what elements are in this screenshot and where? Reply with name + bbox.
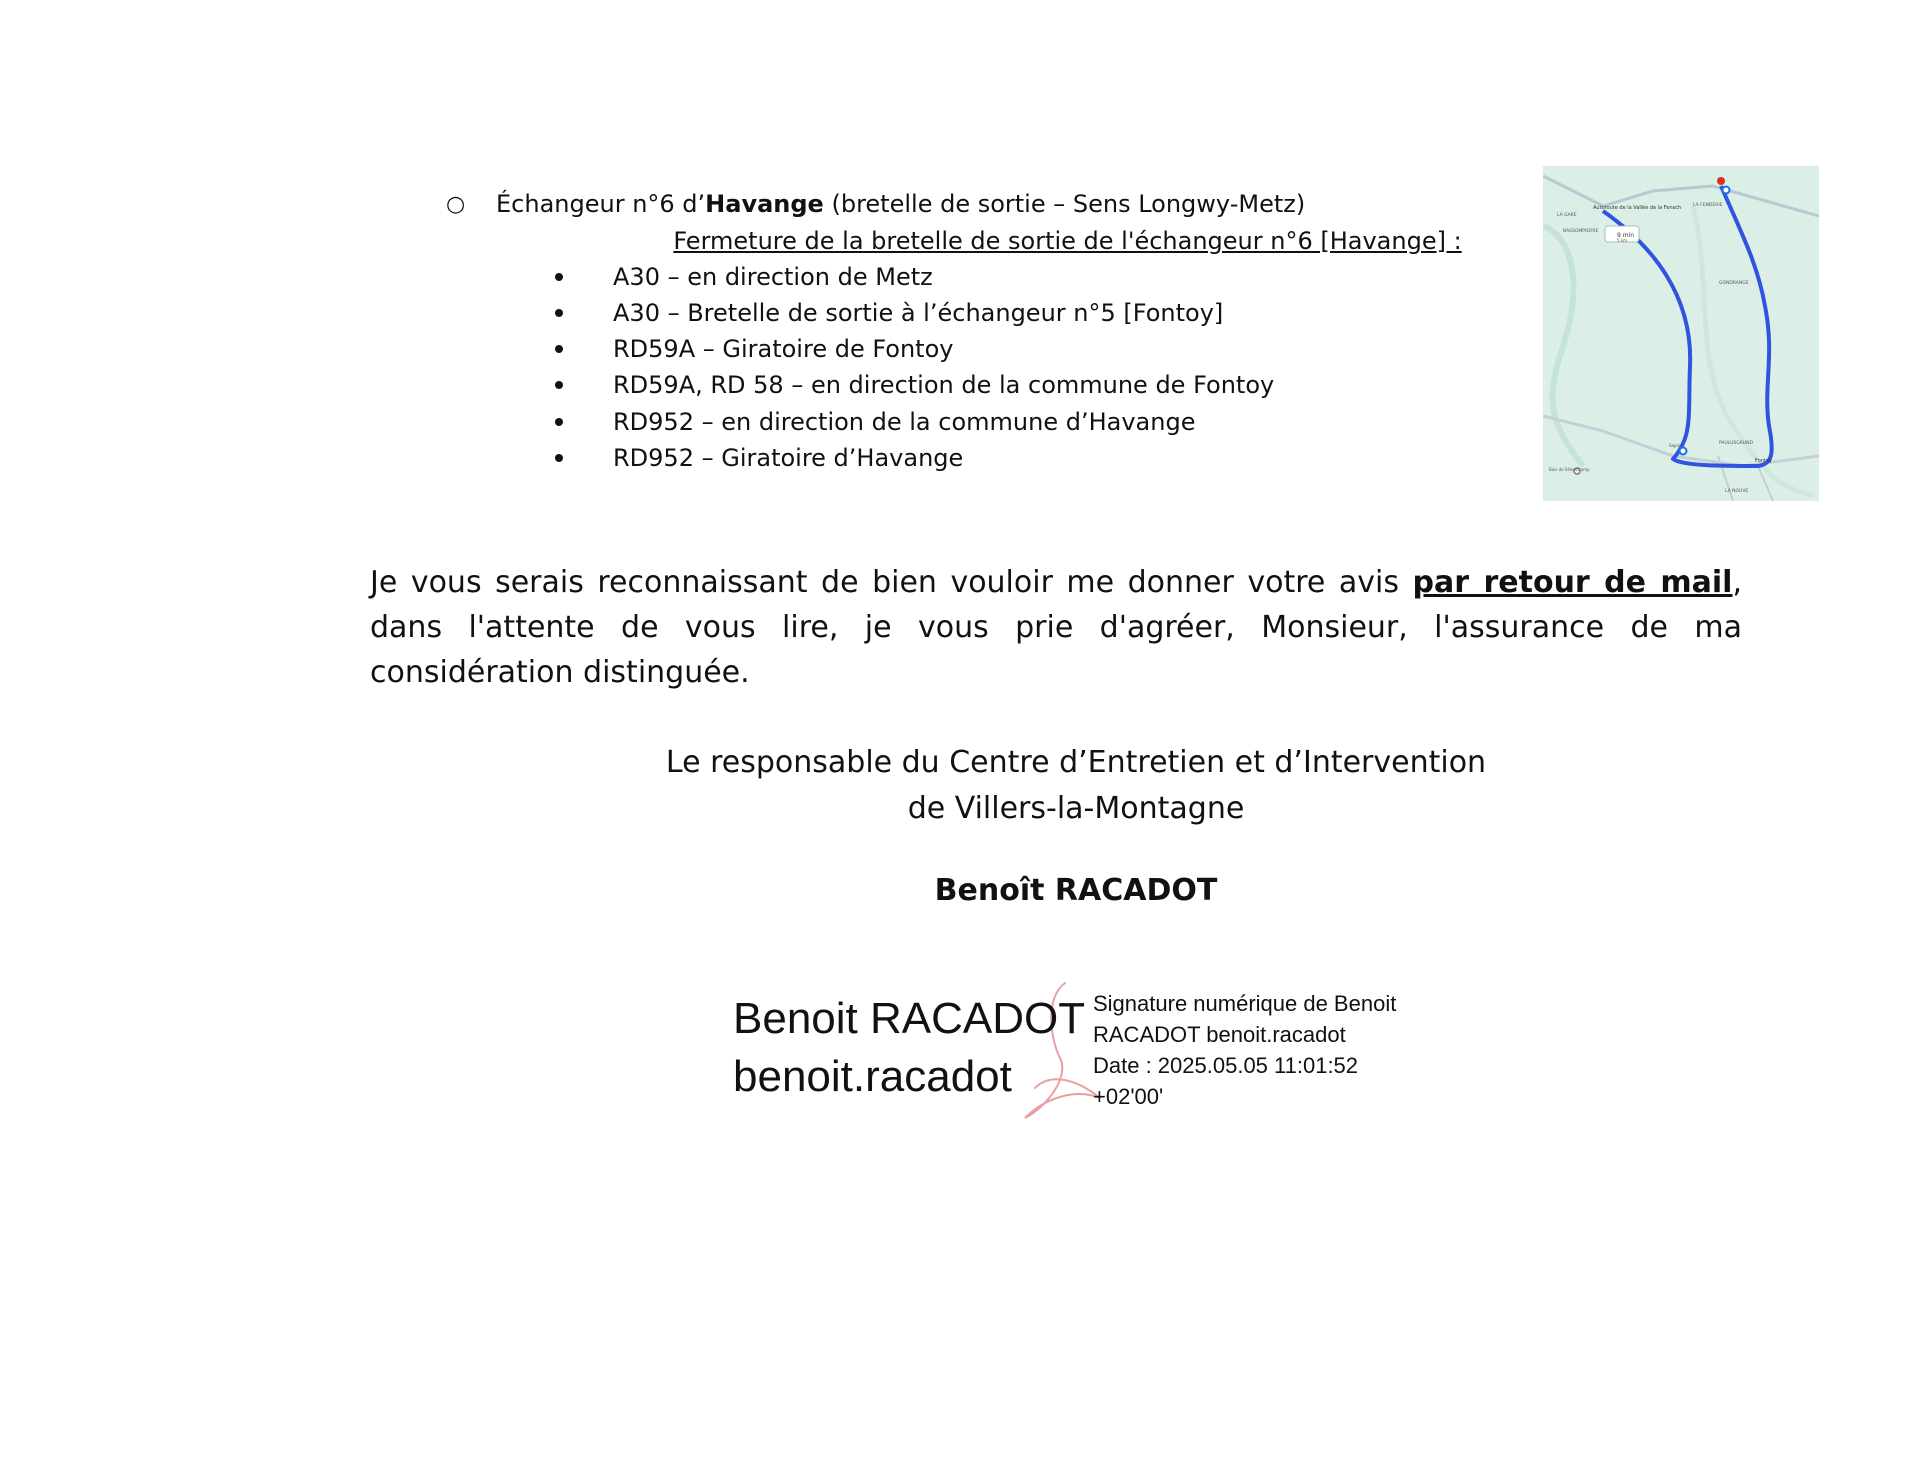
digital-signature-date: Date : 2025.05.05 11:01:52 [1093,1053,1359,1078]
bullet-icon [555,418,563,426]
list-item-text: A30 – Bretelle de sortie à l’échangeur n°5 [Fontoy] [613,299,1224,327]
map-label: LA NOUVE [1725,489,1749,494]
travel-time-text: 9 min [1617,232,1635,239]
signer-role-line: Le responsable du Centre d’Entretien et d’Intervention [665,745,1487,780]
digital-signature-id: benoit.racadot [733,1052,1012,1101]
digital-signature-info: RACADOT benoit.racadot [1093,1022,1346,1047]
list-item-text: RD59A – Giratoire de Fontoy [613,335,954,363]
list-item-text: RD952 – Giratoire d’Havange [613,444,964,472]
bullet-icon [555,454,563,462]
interchange-name: Havange [705,190,824,218]
map-label: LA GARE [1557,213,1577,218]
closing-paragraph [370,560,1742,695]
interchange-prefix: Échangeur n°6 d’ [496,190,706,218]
detour-map [1543,166,1819,501]
digital-signature-info: Signature numérique de Benoit [1093,991,1397,1016]
destination-marker-icon [1717,177,1725,185]
travel-distance-text: 5 km [1617,238,1628,243]
bullet-icon [555,345,563,353]
interchange-suffix: (bretelle de sortie – Sens Longwy-Metz) [823,190,1306,218]
map-label: Autoroute de la Vallée de la Fensch [1593,205,1682,211]
map-label: GONDRANGE [1719,281,1749,286]
closure-title: Fermeture de la bretelle de sortie de l'échangeur n°6 [Havange] : [673,227,1462,255]
bullet-icon [555,381,563,389]
paragraph-text: , dans l'attente de vous lire, je vous prie d'agréer, Monsieur, l'assurance de ma considération distinguée. [370,565,1743,690]
digital-signature-timezone: +02'00' [1093,1084,1164,1109]
interchange-item [496,188,1305,220]
origin-marker-icon [1723,187,1730,194]
map-label: Bois de Sélenchamp [1549,467,1590,472]
list-item-text: A30 – en direction de Metz [613,263,933,291]
list-item-text: RD59A, RD 58 – en direction de la commune de Fontoy [613,371,1275,399]
bullet-icon [555,309,563,317]
map-label: LA FENDERIE [1693,203,1723,208]
signer-name: Benoît RACADOT [934,873,1218,908]
signer-role-line: de Villers-la-Montagne [907,791,1245,826]
digital-signature-name: Benoit RACADOT [733,994,1086,1043]
list-item-marker: ○ [446,192,466,217]
map-label: Sapin [1669,443,1681,448]
map-label: Fontoy [1755,458,1772,464]
waypoint-marker-icon [1680,448,1687,455]
paragraph-emphasis: par retour de mail [1412,565,1733,600]
bullet-icon [555,273,563,281]
paragraph-text: Je vous serais reconnaissant de bien vouloir me donner votre avis [370,565,1413,600]
list-item-text: RD952 – en direction de la commune d’Havange [613,408,1196,436]
map-label: PAULUSGRUND [1719,441,1753,446]
map-label: BASSOMPIERRE [1563,229,1599,234]
